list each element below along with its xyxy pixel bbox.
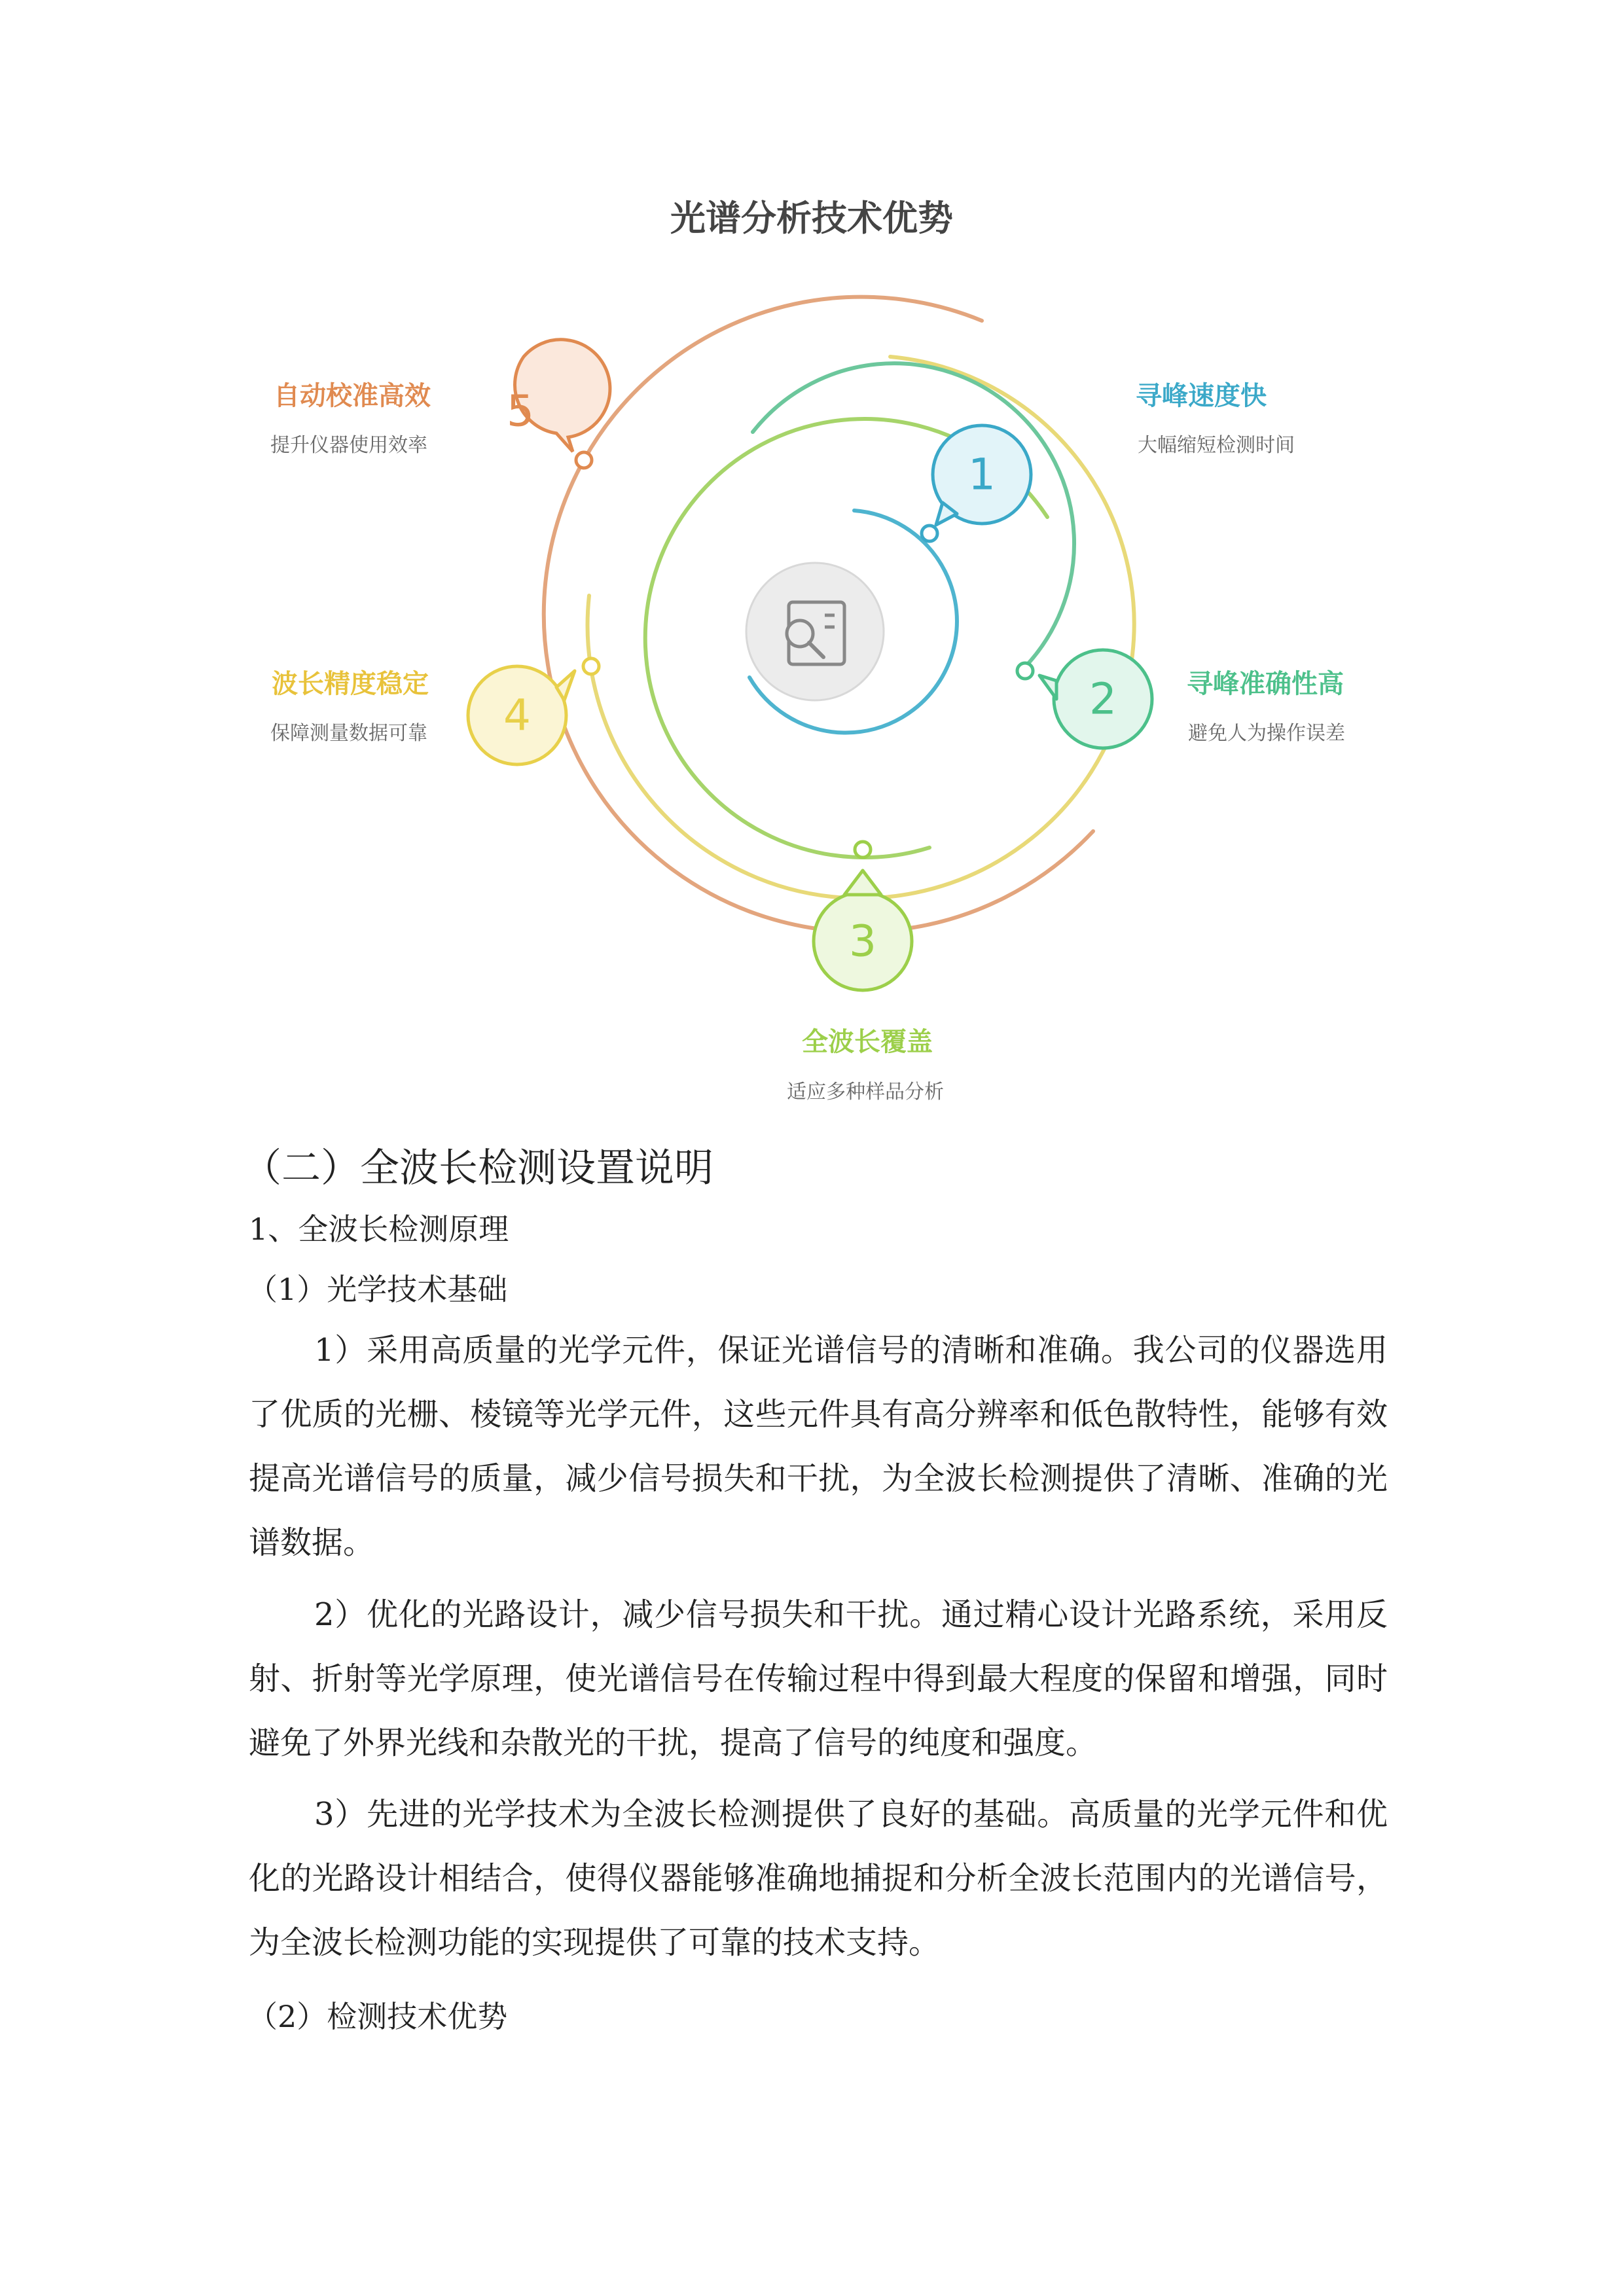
badge-2 (1039, 650, 1152, 748)
badge-3 (814, 870, 912, 990)
item-3-title: 全波长覆盖 (802, 1027, 933, 1057)
document-magnifier-icon (746, 563, 884, 700)
badge-number-5: 5 (507, 386, 534, 437)
dot-3 (855, 842, 871, 857)
dot-4 (583, 658, 599, 674)
dot-5 (576, 452, 592, 468)
subsection-heading: 1、全波长检测原理 (249, 1211, 509, 1247)
item-4-title: 波长精度稳定 (272, 669, 429, 699)
badge-1 (933, 425, 1031, 525)
paragraph-1: 1）采用高质量的光学元件，保证光谱信号的清晰和准确。我公司的仪器选用了优质的光栅、棱镜等光学元件，这些元件具有高分辨率和低色散特性，能够有效提高光谱信号的质量，减少信号损失和干扰，为全波长检测提供了清晰、准确的光谱数据。 (249, 1332, 1388, 1561)
dot-1 (922, 526, 937, 541)
paragraph-2: 2）优化的光路设计，减少信号损失和干扰。通过精心设计光路系统，采用反射、折射等光学原理，使光谱信号在传输过程中得到最大程度的保留和增强，同时避免了外界光线和杂散光的干扰，提高了信号的纯度和强度。 (249, 1596, 1388, 1761)
item-1-desc: 大幅缩短检测时间 (1138, 434, 1295, 457)
diagram-title: 光谱分析技术优势 (670, 198, 953, 239)
item-3-desc: 适应多种样品分析 (787, 1081, 944, 1103)
sub-subsection-heading-2: （2）检测技术优势 (247, 1999, 508, 2034)
badge-number-4: 4 (503, 690, 531, 741)
item-2-title: 寻峰准确性高 (1187, 669, 1344, 699)
item-5-title: 自动校准高效 (274, 381, 431, 411)
badge-number-3: 3 (849, 916, 876, 967)
spectral-advantages-diagram (0, 0, 1624, 1139)
badge-number-1: 1 (968, 449, 996, 500)
item-4-desc: 保障测量数据可靠 (270, 722, 427, 745)
paragraph-3: 3）先进的光学技术为全波长检测提供了良好的基础。高质量的光学元件和优化的光路设计相结合，使得仪器能够准确地捕捉和分析全波长范围内的光谱信号，为全波长检测功能的实现提供了可靠的技术支持。 (249, 1796, 1388, 1961)
badge-number-2: 2 (1089, 673, 1117, 725)
item-5-desc: 提升仪器使用效率 (270, 434, 427, 457)
badge-4 (468, 666, 575, 764)
badge-5 (507, 340, 610, 452)
section-heading: （二）全波长检测设置说明 (242, 1145, 713, 1191)
item-1-title: 寻峰速度快 (1136, 381, 1267, 411)
dot-2 (1017, 663, 1033, 679)
sub-subsection-heading-1: （1）光学技术基础 (247, 1272, 508, 1307)
item-2-desc: 避免人为操作误差 (1188, 722, 1345, 745)
